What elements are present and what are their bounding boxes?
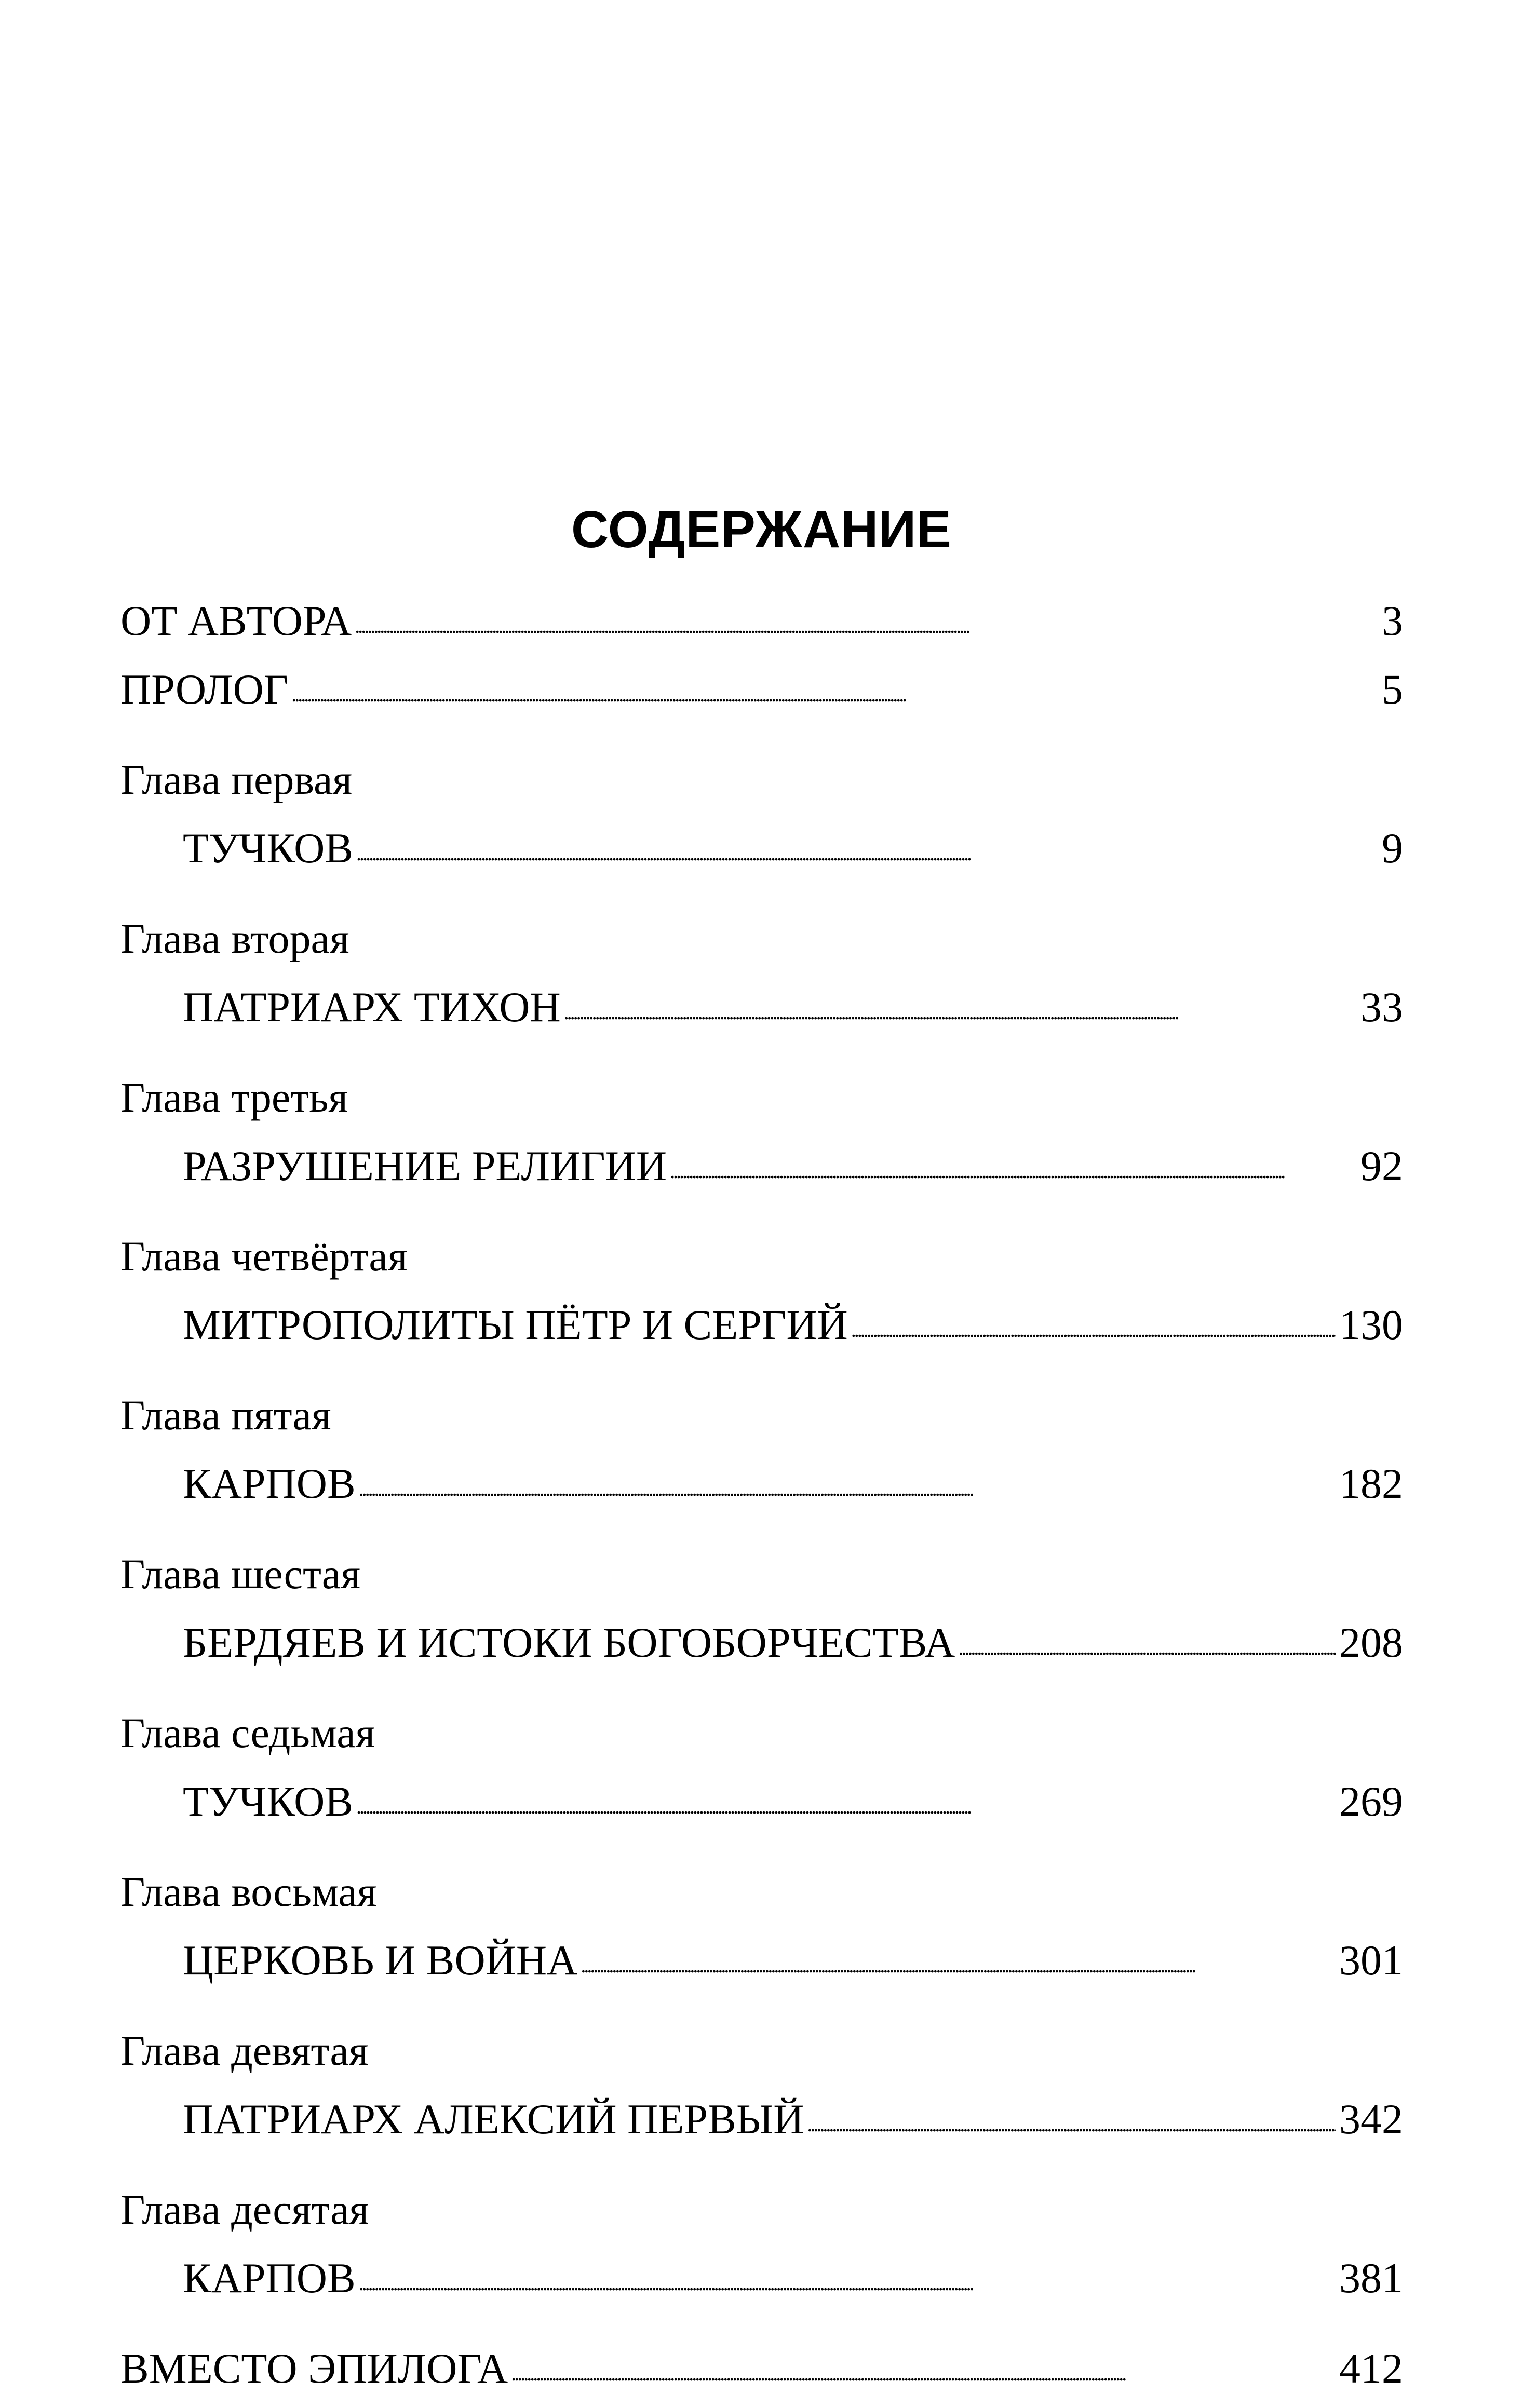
entry-page: 9: [1382, 824, 1403, 872]
entry-page: 301: [1339, 1937, 1403, 1984]
entry-title: БЕРДЯЕВ И ИСТОКИ БОГОБОРЧЕСТВА: [183, 1619, 955, 1666]
dot-leader: [670, 1137, 1357, 1206]
dot-leader: [958, 1614, 1336, 1682]
table-of-contents: [120, 587, 1403, 2403]
entry-page: 182: [1339, 1460, 1403, 1507]
entry-title: ТУЧКОВ: [183, 824, 353, 872]
entry-title: ПАТРИАРХ ТИХОН: [183, 983, 561, 1031]
toc-entry-chapter: [120, 1608, 1403, 1677]
chapter-label: Глава первая: [120, 756, 353, 803]
toc-entry-chapter: [120, 2244, 1403, 2312]
chapter-label: Глава пятая: [120, 1391, 331, 1439]
toc-entry-chapter: [120, 1132, 1403, 1200]
entry-page: 342: [1339, 2095, 1403, 2143]
toc-entry-chapter: [120, 1926, 1403, 1995]
entry-title: КАРПОВ: [183, 1460, 356, 1507]
entry-title: КАРПОВ: [183, 2254, 356, 2302]
chapter-label: Глава вторая: [120, 915, 349, 962]
page-title: СОДЕРЖАНИЕ: [571, 500, 952, 559]
dot-leader: [807, 2090, 1336, 2159]
toc-entry-chapter: [120, 814, 1403, 883]
chapter-label: Глава шестая: [120, 1550, 361, 1598]
chapter-label: Глава третья: [120, 1074, 348, 1121]
entry-page: 3: [1382, 597, 1403, 644]
dot-leader: [359, 2249, 1336, 2318]
toc-entry-chapter: [120, 2085, 1403, 2154]
chapter-label: Глава седьмая: [120, 1709, 375, 1756]
entry-page: 208: [1339, 1619, 1403, 1666]
dot-leader: [564, 978, 1357, 1047]
dot-leader: [511, 2339, 1336, 2408]
entry-title: ВМЕСТО ЭПИЛОГА: [120, 2345, 508, 2392]
entry-page: 33: [1360, 983, 1403, 1031]
dot-leader: [291, 660, 1379, 729]
entry-title: РАЗРУШЕНИЕ РЕЛИГИИ: [183, 1142, 667, 1189]
chapter-label: Глава восьмая: [120, 1868, 377, 1915]
entry-page: 269: [1339, 1778, 1403, 1825]
toc-entry-chapter: [120, 973, 1403, 1041]
toc-entry-prologue: [120, 655, 1403, 724]
entry-page: 381: [1339, 2254, 1403, 2302]
entry-page: 5: [1382, 666, 1403, 713]
toc-entry-chapter: [120, 1291, 1403, 1359]
dot-leader: [581, 1931, 1336, 2000]
entry-page: 130: [1339, 1301, 1403, 1348]
entry-page: 412: [1339, 2345, 1403, 2392]
dot-leader: [359, 1455, 1336, 1523]
chapter-label: Глава девятая: [120, 2027, 369, 2074]
entry-title: ПАТРИАРХ АЛЕКСИЙ ПЕРВЫЙ: [183, 2095, 804, 2143]
dot-leader: [356, 819, 1379, 888]
entry-title: ПРОЛОГ: [120, 666, 289, 713]
dot-leader: [356, 1773, 1336, 1841]
entry-title: ЦЕРКОВЬ И ВОЙНА: [183, 1937, 578, 1984]
chapter-label: Глава десятая: [120, 2186, 369, 2233]
entry-title: МИТРОПОЛИТЫ ПЁТР И СЕРГИЙ: [183, 1301, 848, 1348]
toc-entry-chapter: [120, 1767, 1403, 1836]
dot-leader: [355, 592, 1379, 660]
entry-title: ОТ АВТОРА: [120, 597, 352, 644]
entry-title: ТУЧКОВ: [183, 1778, 353, 1825]
dot-leader: [851, 1296, 1336, 1364]
toc-entry-epilogue: [120, 2334, 1403, 2403]
toc-entry-chapter: [120, 1450, 1403, 1518]
toc-entry-from-author: [120, 587, 1403, 655]
chapter-label: Глава четвёртая: [120, 1233, 408, 1280]
entry-page: 92: [1360, 1142, 1403, 1189]
